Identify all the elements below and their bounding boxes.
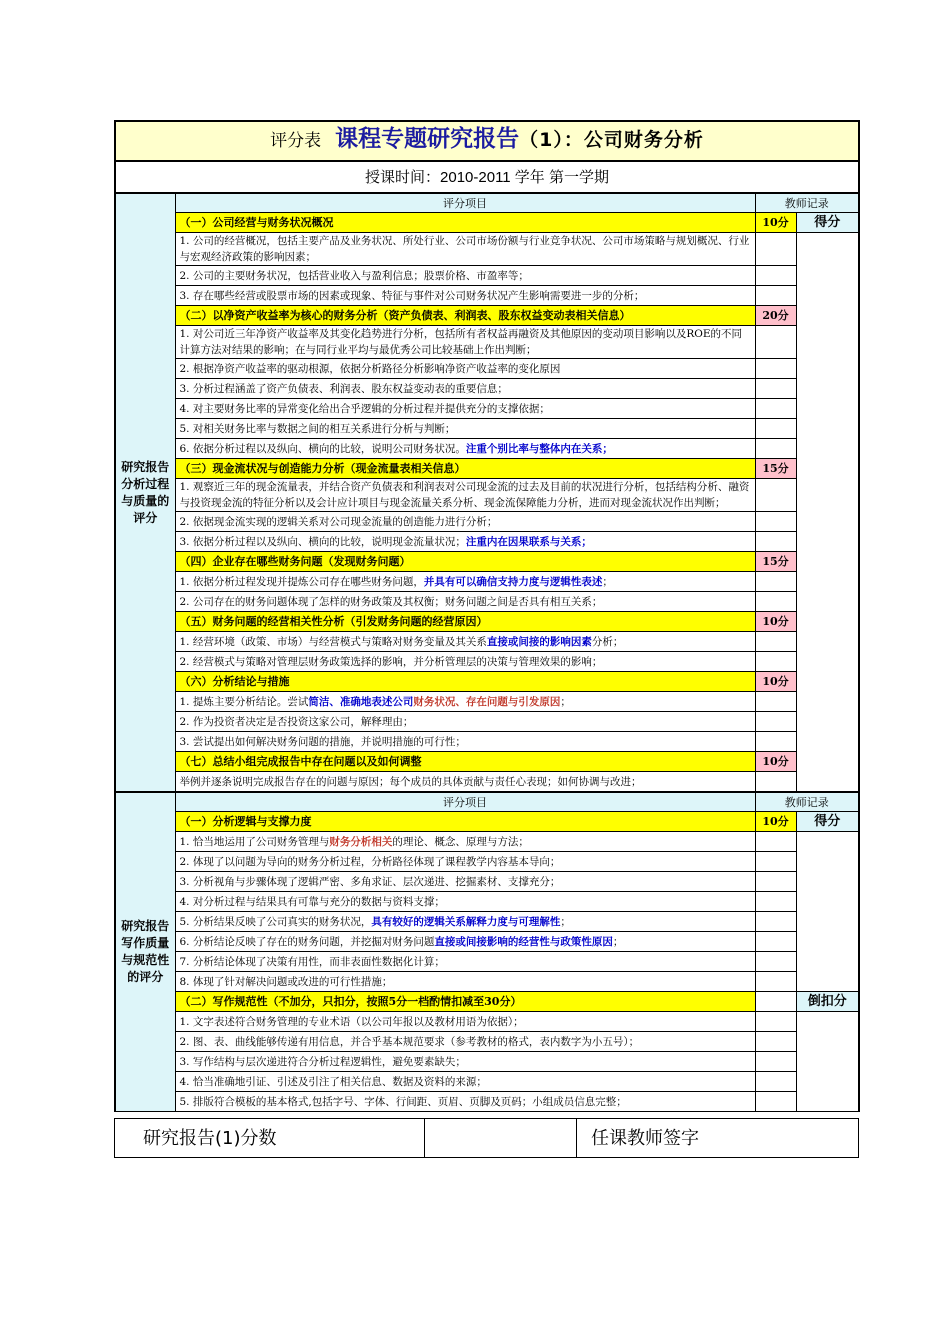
item-text: 2. 根据净资产收益率的驱动根源，依据分析路径分析影响净资产收益率的变化原因 (179, 362, 561, 375)
section-title: （一）分析逻辑与支撑力度 (175, 812, 755, 832)
teacher-record-cell[interactable] (755, 972, 796, 992)
item-text: 1. 观察近三年的现金流量表，并结合资产负债表和利润表对公司现金流的过去及目前的状况进行分析，包括结构分析、融资与投资现金流的特征分析以及会计应计项目与现金流量关系分析、现金流保障能力分析，进而对现金流状况作出判断； (179, 481, 750, 509)
scoring-item (175, 359, 755, 379)
teacher-record-cell[interactable] (755, 286, 796, 306)
item-text: ； (616, 1095, 627, 1108)
section-row (115, 812, 859, 832)
item-row (115, 399, 859, 419)
scoring-item (175, 732, 755, 752)
item-text: 5. 排版符合模板的基本格式,包括字号、字体、行间距、页眉、页脚及页码； (179, 1095, 533, 1108)
section-row (115, 672, 859, 692)
title-main: 课程专题研究报告 (335, 126, 520, 152)
scoring-item (175, 1012, 755, 1032)
item-text: 2. 图、表、曲线能够传递有用信息，并合乎基本规范要求（参考教材的格式，表内数字为小五号）； (179, 1035, 640, 1048)
teacher-record-cell[interactable] (755, 1052, 796, 1072)
item-row (115, 712, 859, 732)
item-text: 4. 对主要财务比率的异常变化给出合乎逻辑的分析过程并提供充分的支撑依据； (179, 402, 550, 415)
item-text: 3. 存在哪些经营或股票市场的因素或现象、特征与事件对公司财务状况产生影响需要进一步的分析； (179, 289, 645, 302)
teacher-record-cell[interactable] (755, 379, 796, 399)
item-text: 并具有可以确信支持力度与逻辑性表述 (423, 575, 603, 588)
item-row (115, 832, 859, 852)
item-row (115, 479, 859, 512)
category-label: 研究报告写作质量与规范性的评分 (115, 793, 175, 1112)
teacher-record-cell[interactable] (755, 592, 796, 612)
item-row (115, 1032, 859, 1052)
item-text: 2. 体现了以问题为导向的财务分析过程，分析路径体现了课程教学内容基本导向； (179, 855, 561, 868)
teacher-record-cell[interactable] (755, 632, 796, 652)
item-text: ； (560, 695, 571, 708)
scoring-item (175, 652, 755, 672)
teacher-record-cell[interactable] (755, 1012, 796, 1032)
item-row (115, 1052, 859, 1072)
scoring-item (175, 772, 755, 792)
item-text: 4. 恰当准确地引证、引述及引注了相关信息、数据及资料的来源； (179, 1075, 487, 1088)
teacher-record-cell[interactable] (755, 872, 796, 892)
section-title: （二）以净资产收益率为核心的财务分析（资产负债表、利润表、股东权益变动表相关信息） (175, 306, 755, 326)
item-text: 8. 体现了针对解决问题或改进的可行性措施； (179, 975, 393, 988)
item-text: 再融资及其他原因 (507, 328, 592, 340)
scoring-item (175, 872, 755, 892)
teacher-signature-label: 任课教师签字 (577, 1119, 859, 1158)
item-text: 2. 公司存在的财务问题体现了怎样的财务政策及其权衡；财务问题之间是否具有相互关系； (179, 595, 603, 608)
item-row (115, 439, 859, 459)
footer-table (114, 1118, 859, 1158)
section-points: 10分 (755, 812, 796, 832)
section-title: （四）企业存在哪些财务问题（发现财务问题） (175, 552, 755, 572)
teacher-record-cell[interactable] (755, 732, 796, 752)
item-text: 的变动项目影响以及ROE的不同计算方法对结果的影响；在与同行业平均与最优秀公司比较基础上作出判断； (179, 328, 743, 356)
item-text: 直接或间接的影响因素 (486, 635, 592, 648)
teacher-record-cell[interactable] (755, 532, 796, 552)
item-text: 1. 依据分析过程发现并提炼公司存在哪些财务问题， (179, 575, 424, 588)
report-score-field[interactable] (425, 1119, 577, 1158)
scoring-item (175, 932, 755, 952)
item-text: ； (560, 915, 571, 928)
term-info: 授课时间：2010-2011 学年 第一学期 (115, 161, 859, 193)
scoring-item (175, 1072, 755, 1092)
scoring-item (175, 439, 755, 459)
scoring-item (175, 286, 755, 306)
report-score-label: 研究报告(1)分数 (115, 1119, 425, 1158)
item-text: 5. 分析结果反映了公司真实的财务状况， (179, 915, 372, 928)
item-text: 注重内在因果联系与关系； (465, 535, 592, 548)
item-text: 财务分析相关 (329, 835, 393, 848)
item-row (115, 233, 859, 266)
score-header: 得分 (796, 812, 859, 832)
category-label: 研究报告分析过程与质量的评分 (115, 194, 175, 792)
item-text: 简洁、准确地表述公司 (308, 695, 414, 708)
sheet-title (115, 121, 859, 161)
item-text: 7. 分析结论体现了决策有用性，而非表面性数据化计算； (179, 955, 445, 968)
item-text: 小组成员信息完整 (532, 1095, 617, 1108)
section-row (115, 552, 859, 572)
scoring-item (175, 572, 755, 592)
scoring-item (175, 952, 755, 972)
item-text: 3. 依据分析过程以及纵向、横向的比较，说明现金流量状况； (179, 535, 466, 548)
teacher-record-cell[interactable] (755, 1072, 796, 1092)
teacher-record-cell[interactable] (755, 399, 796, 419)
scoring-item (175, 419, 755, 439)
teacher-record-cell[interactable] (755, 912, 796, 932)
item-text: 1. 文字表述符合财务管理的专业术语（以公司年报以及教材用语为依据）； (179, 1015, 524, 1028)
teacher-record-cell[interactable] (755, 932, 796, 952)
section-title: （六）分析结论与措施 (175, 672, 755, 692)
item-row (115, 266, 859, 286)
teacher-record-cell[interactable] (755, 712, 796, 732)
deduction-header: 倒扣分 (796, 992, 859, 1012)
section-title: （三）现金流状况与创造能力分析（现金流量表相关信息） (175, 459, 755, 479)
item-text: 6. 分析结论反映了存在的财务问题，并挖掘对财务问题 (179, 935, 435, 948)
section-row (115, 213, 859, 233)
item-row (115, 912, 859, 932)
item-row (115, 972, 859, 992)
part1-table (114, 193, 860, 792)
item-row (115, 1012, 859, 1032)
teacher-record-cell[interactable] (755, 479, 796, 512)
header-table (114, 120, 860, 193)
section-row (115, 752, 859, 772)
item-text: 6. 依据分析过程以及纵向、横向的比较，说明公司财务状况。 (179, 442, 466, 455)
scoring-item (175, 326, 755, 359)
item-text: ； (612, 935, 624, 948)
scoring-item (175, 852, 755, 872)
item-row (115, 572, 859, 592)
item-row (115, 1072, 859, 1092)
item-text: 5. 对相关财务比率与数据之间的相互关系进行分析与判断； (179, 422, 456, 435)
deduction-input-cell[interactable] (796, 1012, 859, 1112)
section-points: 15分 (755, 552, 796, 572)
item-row (115, 632, 859, 652)
section-title: （一）公司经营与财务状况概况 (175, 213, 755, 233)
part2-table (114, 792, 860, 1112)
header-teacher-record: 教师记录 (755, 793, 859, 812)
teacher-record-cell[interactable] (755, 233, 796, 266)
score-input-cell[interactable] (796, 832, 859, 992)
section-points: 10分 (755, 752, 796, 772)
teacher-record-cell[interactable] (755, 512, 796, 532)
header-scoring-item: 评分项目 (175, 793, 755, 812)
teacher-record-cell[interactable] (755, 952, 796, 972)
scoring-item (175, 912, 755, 932)
item-text: ； (602, 575, 613, 588)
teacher-record-cell[interactable] (755, 1092, 796, 1112)
item-text: 3. 尝试提出如何解决财务问题的措施，并说明措施的可行性； (179, 735, 466, 748)
scoring-item (175, 512, 755, 532)
teacher-record-cell[interactable] (755, 266, 796, 286)
item-row (115, 692, 859, 712)
header-scoring-item: 评分项目 (175, 194, 755, 213)
item-row (115, 592, 859, 612)
item-row (115, 326, 859, 359)
section-points: 20分 (755, 306, 796, 326)
section-points: 10分 (755, 672, 796, 692)
item-text: 3. 分析过程涵盖了资产负债表、利润表、股东权益变动表的重要信息； (179, 382, 508, 395)
section-row (115, 992, 859, 1012)
item-text: 举例并逐条说明完成报告存在的问题与原因；每个成员的具体贡献与责任心表现；如何协调与改进； (179, 775, 642, 788)
section-row (115, 612, 859, 632)
scoring-item (175, 532, 755, 552)
teacher-record-cell[interactable] (755, 692, 796, 712)
item-text: 1. 提炼主要分析结论。尝试 (179, 695, 309, 708)
item-row (115, 932, 859, 952)
item-text: 具有较好的逻辑关系解释力度与可理解性 (371, 915, 561, 928)
item-text: 直接或间接影响的经营性与政策性原因 (434, 935, 613, 948)
item-row (115, 1092, 859, 1112)
item-row (115, 872, 859, 892)
scoring-item (175, 892, 755, 912)
section-row (115, 306, 859, 326)
scoring-item (175, 712, 755, 732)
item-row (115, 286, 859, 306)
scoring-item (175, 479, 755, 512)
item-text: 财务状况、存在问题与引发原因 (413, 695, 561, 708)
item-text: 1. 经营环境（政策、市场）与经营模式与策略对财务变量及其关系 (179, 635, 487, 648)
item-text: 注重个别比率与整体内在关系； (465, 442, 613, 455)
section-title: （二）写作规范性（不加分，只扣分，按照5分一档酌情扣减至30分） (175, 992, 755, 1012)
item-text: 1. 恰当地运用了公司财务管理与 (179, 835, 330, 848)
item-row (115, 652, 859, 672)
item-text: 3. 分析视角与步骤体现了逻辑严密、多角求证、层次递进、挖掘素材、支撑充分； (179, 875, 561, 888)
item-row (115, 359, 859, 379)
scoring-item (175, 592, 755, 612)
item-text: 3. 写作结构与层次递进符合分析过程逻辑性，避免要素缺失； (179, 1055, 466, 1068)
teacher-record-cell[interactable] (755, 359, 796, 379)
scoring-item (175, 379, 755, 399)
scoring-item (175, 399, 755, 419)
item-text: 4. 对分析过程与结果具有可靠与充分的数据与资料支撑； (179, 895, 445, 908)
teacher-record-cell[interactable] (755, 772, 796, 792)
section-points: 15分 (755, 459, 796, 479)
teacher-record-cell[interactable] (755, 852, 796, 872)
item-row (115, 952, 859, 972)
item-text: 1. 对公司近三年净资产收益率及其变化趋势进行分析，包括所有者权益 (179, 328, 508, 340)
scoring-item (175, 692, 755, 712)
item-row (115, 732, 859, 752)
grading-sheet (114, 120, 858, 1158)
scoring-item (175, 832, 755, 852)
teacher-record-cell[interactable] (755, 419, 796, 439)
teacher-record-cell[interactable] (755, 892, 796, 912)
item-row (115, 532, 859, 552)
section-points (755, 992, 796, 1012)
section-row (115, 459, 859, 479)
item-row (115, 892, 859, 912)
score-input-cell[interactable] (796, 233, 859, 792)
item-row (115, 512, 859, 532)
section-points: 10分 (755, 213, 796, 233)
item-text: 2. 依据现金流实现的逻辑关系对公司现金流量的创造能力进行分析； (179, 515, 498, 528)
item-text: 2. 作为投资者决定是否投资这家公司，解释理由； (179, 715, 414, 728)
scoring-item (175, 1092, 755, 1112)
item-text: 的理论、概念、原理与方法； (392, 835, 529, 848)
scoring-item (175, 266, 755, 286)
item-row (115, 772, 859, 792)
header-teacher-record: 教师记录 (755, 194, 859, 213)
title-prefix: 评分表 (270, 131, 322, 151)
scoring-item (175, 233, 755, 266)
teacher-record-cell[interactable] (755, 1032, 796, 1052)
teacher-record-cell[interactable] (755, 439, 796, 459)
item-text: 1. 公司的经营概况，包括主要产品及业务状况、所处行业、公司市场份额与行业竞争状况、公司市场策略与规划概况、行业与宏观经济政策的影响因素； (179, 235, 750, 263)
item-text: 2. 公司的主要财务状况，包括营业收入与盈利信息；股票价格、市盈率等； (179, 269, 529, 282)
item-row (115, 419, 859, 439)
item-text: 分析； (591, 635, 624, 648)
section-title: （五）财务问题的经营相关性分析（引发财务问题的经营原因） (175, 612, 755, 632)
item-row (115, 379, 859, 399)
scoring-item (175, 632, 755, 652)
section-title: （七）总结小组完成报告中存在问题以及如何调整 (175, 752, 755, 772)
teacher-record-cell[interactable] (755, 832, 796, 852)
item-text: 2. 经营模式与策略对管理层财务政策选择的影响，并分析管理层的决策与管理效果的影响； (179, 655, 603, 668)
scoring-item (175, 972, 755, 992)
scoring-item (175, 1052, 755, 1072)
item-row (115, 852, 859, 872)
teacher-record-cell[interactable] (755, 326, 796, 359)
section-points: 10分 (755, 612, 796, 632)
title-subtitle: （1）：公司财务分析 (519, 129, 704, 151)
score-header: 得分 (796, 213, 859, 233)
teacher-record-cell[interactable] (755, 572, 796, 592)
scoring-item (175, 1032, 755, 1052)
teacher-record-cell[interactable] (755, 652, 796, 672)
